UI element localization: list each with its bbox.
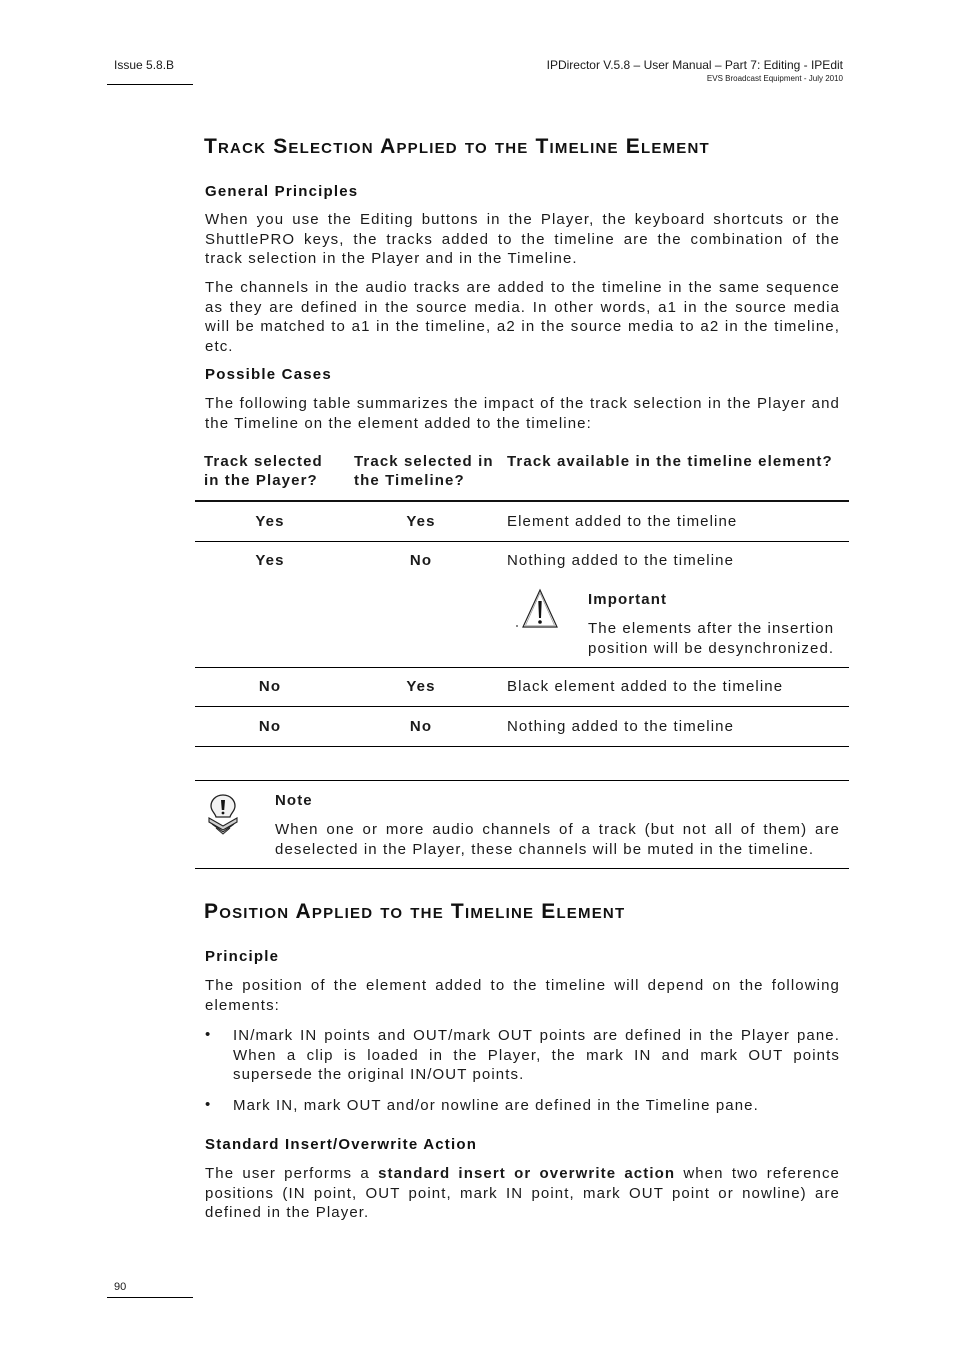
bold-phrase: standard insert or overwrite action <box>378 1165 676 1182</box>
footer-rule <box>107 1297 193 1298</box>
subheading-possible-cases: Possible Cases <box>205 366 332 383</box>
table-row-rule <box>195 667 849 668</box>
table-header-timeline: Track selected in the Timeline? <box>354 453 494 489</box>
table-cell-player: No <box>258 678 282 695</box>
table-cell-result: Element added to the timeline <box>507 513 738 530</box>
table-cell-player: No <box>258 718 282 735</box>
subheading-general-principles: General Principles <box>205 183 359 200</box>
table-header-available: Track available in the timeline element? <box>507 453 833 470</box>
note-title: Note <box>275 792 313 809</box>
table-cell-player: Yes <box>255 552 285 569</box>
warning-triangle-icon <box>514 587 560 631</box>
manual-subtitle: EVS Broadcast Equipment - July 2010 <box>706 74 843 83</box>
table-cell-player: Yes <box>255 513 285 530</box>
page-number: 90 <box>114 1281 127 1293</box>
header-rule <box>107 84 193 85</box>
subheading-standard-insert: Standard Insert/Overwrite Action <box>205 1136 478 1153</box>
table-cell-timeline: Yes <box>406 678 436 695</box>
note-lightbulb-icon <box>205 792 241 836</box>
table-cell-timeline: Yes <box>406 513 436 530</box>
note-text: When one or more audio channels of a track (but not all of them) are deselected in the Player, these channels will be muted in the timeline. <box>275 821 840 858</box>
important-title: Important <box>588 591 668 608</box>
table-cell-timeline: No <box>409 552 433 569</box>
page-header <box>547 58 843 83</box>
note-top-rule <box>195 780 849 781</box>
paragraph-principle: The position of the element added to the timeline will depend on the following elements: <box>205 977 840 1014</box>
table-cell-timeline: No <box>409 718 433 735</box>
paragraph-cases: The following table summarizes the impact of the track selection in the Player and the Timeline on the element added to the timeline: <box>205 395 840 432</box>
table-header-player: Track selected in the Player? <box>204 453 323 489</box>
list-item: Mark IN, mark OUT and/or nowline are defined in the Timeline pane. <box>233 1097 759 1114</box>
note-bottom-rule <box>195 868 849 869</box>
table-cell-result: Nothing added to the timeline <box>507 718 735 735</box>
paragraph-general-1: When you use the Editing buttons in the Player, the keyboard shortcuts or the ShuttlePRO keys, the tracks added to the timeline are the combination of the track selection in the Player and in the Timeline. <box>205 211 840 267</box>
paragraph-general-2: The channels in the audio tracks are added to the timeline in the same sequence as they are defined in the source media. In other words, a1 in the source media will be matched to a1 in the timeline, a2 in the source media to a2 in the timeline, etc. <box>205 279 840 355</box>
table-cell-result: Black element added to the timeline <box>507 678 784 695</box>
list-item: IN/mark IN points and OUT/mark OUT points are defined in the Player pane. When a clip is loaded in the Player, the mark IN and mark OUT points supersede the original IN/OUT points. <box>233 1027 840 1083</box>
paragraph-insert: The user performs a standard insert or overwrite action when two reference positions (IN point, OUT point, mark IN point, mark OUT point or nowline) are defined in the Player. <box>205 1165 840 1221</box>
table-header-rule <box>195 500 849 502</box>
table-cell-result: Nothing added to the timeline <box>507 552 735 569</box>
issue-label: Issue 5.8.B <box>114 58 175 72</box>
subheading-principle: Principle <box>205 948 280 965</box>
important-text: The elements after the insertion position will be desynchronized. <box>588 620 835 657</box>
section-heading-track-selection: Track Selection Applied to the Timeline Element <box>204 135 710 158</box>
table-row-rule <box>195 706 849 707</box>
table-bottom-rule <box>195 746 849 747</box>
manual-title: IPDirector V.5.8 – User Manual – Part 7: Editing - IPEdit <box>546 58 843 72</box>
bullet-icon: • <box>205 1026 211 1043</box>
table-row-rule <box>195 541 849 542</box>
bullet-icon: • <box>205 1096 211 1113</box>
section-heading-position: Position Applied to the Timeline Element <box>204 900 626 923</box>
